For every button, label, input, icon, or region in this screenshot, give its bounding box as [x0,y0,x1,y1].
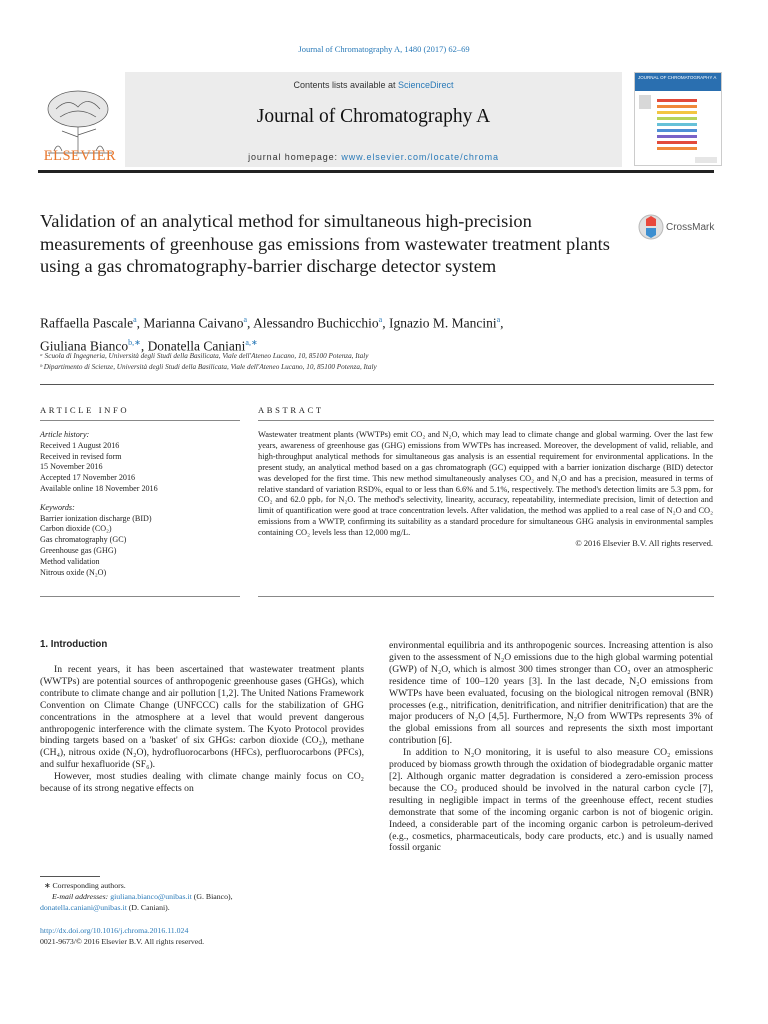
history-label: Article history: [40,430,90,439]
abstract-rule [258,420,714,421]
contents-line [125,80,622,90]
keyword: Barrier ionization discharge (BID) [40,513,152,523]
introduction-heading: 1. Introduction [40,639,108,650]
author-affiliation-marker[interactable]: a,∗ [245,337,258,347]
article-info-heading: ARTICLE INFO [40,405,130,415]
author-name[interactable]: Raffaella Pascale [40,315,134,331]
author-separator: , [140,338,148,353]
email-label: E-mail addresses: [52,892,111,901]
history-item: 15 November 2016 [40,462,103,472]
footnotes [40,880,370,947]
paragraph: In addition to N₂O monitoring, it is useful to also measure CO₂ emissions produced by biomass growth through the oxidation of biodegradable organic matter [2]. Although organic matter degradation is considered a zero-emission process because the CO₂ produced should be involved in the natural carbon cycle [7], resulting in negligible impact in terms of the greenhouse effect, recent studies demonstrate that some of the incoming organic carbon is not of biogenic origin. Indeed, a considerable part of the incoming organic carbon is petroleum-derived (e.g., cosmetics, pharmaceuticals, body care products, etc.) and is usually named fossil organic [389,747,713,854]
author-affiliation-marker[interactable]: a [133,315,137,324]
homepage-link[interactable]: www.elsevier.com/locate/chroma [341,152,499,162]
article-info-rule [40,420,240,421]
affiliations [40,351,680,373]
cover-art-icon [635,91,721,167]
author-name[interactable]: Donatella Caniani [147,338,246,353]
article-info-bottom-rule [40,596,240,597]
email-owner: (G. Bianco), [191,892,233,901]
keywords-label: Keywords: [40,502,75,512]
author-name[interactable]: Ignazio M. Mancini [388,315,497,331]
author-separator: , [382,315,389,331]
crossmark-badge[interactable] [638,213,718,243]
paragraph: In recent years, it has been ascertained that wastewater treatment plants (WWTPs) are potential sources of anthropogenic greenhouse gases (GHGs), which contribute to climate change and air pollution [1,2]. The United Nations Framework Convention on Climate Change (UNFCCC) calls for the stabilization of GHG concentrations in the atmosphere at a level that would prevent dangerous anthropogenic interference with the climate system. The Kyoto Protocol provides binding targets based on a 'basket' of six GHGs: carbon dioxide (CO₂), methane (CH₄), nitrous oxide (N₂O), hydrofluorocarbons (HFCs), perfluorocarbons (PFCs), and sulfur hexafluoride (SF₆). [40,664,364,771]
keyword: Carbon dioxide (CO₂) [40,524,112,534]
sciencedirect-link[interactable]: ScienceDirect [398,80,454,90]
abstract-body [258,430,713,550]
cover-title: JOURNAL OF CHROMATOGRAPHY A [635,73,721,91]
author-name[interactable]: Giuliana Bianco [40,338,129,353]
affiliation-divider [40,384,714,385]
author-affiliation-marker[interactable]: a [496,315,501,324]
journal-cover-thumbnail[interactable] [634,72,722,166]
email-link-bianco[interactable]: giuliana.bianco@unibas.it [110,892,192,901]
left-column [40,664,364,795]
abstract-text: Wastewater treatment plants (WWTPs) emit CO₂ and N₂O, which may lead to climate change and global warming. Over the last few years, awareness of greenhouse gas (GHG) emissions from WWTPs has increased. Moreover, the development of valid, reliable, and high-throughput analytical methods for simultaneous gas analysis is an essential requirement for environmental applications. In the present study, an analytical method based on a gas chromatograph (GC) equipped with a barrier ionization discharge (BID) detector was developed for the first time. This new method simultaneously analyses CO₂ and N₂O and has a precision, measured in terms of relative standard of variation RSD%, equal to or less than 6.6% and 5.1%, respectively. The method's detection limits are 5.3 ppmᵥ for CO₂ and 62.0 ppbᵥ for N₂O. The method's selectivity, linearity, accuracy, repeatability, intermediate precision, limit of detection and limit of quantification were good at trace concentration levels. After validation, the method was applied to a real case of N₂O and CO₂ emissions from a WWTP, confirming its suitability as a standard procedure for simultaneous GHG analysis in environmental samples containing CO₂ levels less than 12,000 mg/L. [258,430,713,538]
author-affiliation-marker[interactable]: a [378,315,383,324]
author-list [40,310,680,355]
paragraph: However, most studies dealing with climate change mainly focus on CO₂ because of its strong negative effects on [40,771,364,795]
homepage-prefix: journal homepage: [248,152,342,162]
keyword: Gas chromatography (GC) [40,535,127,545]
author-affiliation-marker[interactable]: a [243,315,248,324]
contents-prefix: Contents lists available at [293,80,399,90]
history-item: Received 1 August 2016 [40,440,120,450]
article-title: Validation of an analytical method for simultaneous high-precision measurements of greenhouse gas emissions from wastewater treatment plants using a gas chromatography-barrier discharge detector system [40,211,610,276]
keyword: Greenhouse gas (GHG) [40,545,117,555]
crossmark-icon [638,213,664,241]
author-separator: , [500,315,504,331]
footnote-rule [40,876,100,877]
journal-citation[interactable]: Journal of Chromatography A, 1480 (2017) 62–69 [298,44,470,54]
right-column [389,640,713,854]
journal-name: Journal of Chromatography A [256,106,491,127]
email-owner: (D. Caniani). [126,903,170,912]
author-name[interactable]: Marianna Caivano [143,315,244,331]
keyword: Nitrous oxide (N₂O) [40,567,107,577]
crossmark-label: CrossMark [666,222,715,233]
header-divider [38,170,714,173]
history-item: Available online 18 November 2016 [40,483,158,493]
affiliation-a: ᵃ Scuola di Ingegneria, Università degli Studi della Basilicata, Viale dell'Ateneo Lucano, 10, 85100 Potenza, Italy [40,352,369,360]
author-affiliation-marker[interactable]: b,∗ [128,337,141,347]
author-separator: , [136,315,144,331]
journal-homepage [125,152,622,162]
history-item: Accepted 17 November 2016 [40,473,136,483]
abstract-copyright: © 2016 Elsevier B.V. All rights reserved. [575,539,713,549]
elsevier-wordmark: ELSEVIER [43,148,117,164]
abstract-bottom-rule [258,596,714,597]
keyword: Method validation [40,556,100,566]
article-info-panel [40,430,240,578]
affiliation-b: ᵇ Dipartimento di Scienze, Università degli Studi della Basilicata, Viale dell'Ateneo Lucano, 10, 85100 Potenza, Italy [40,363,377,371]
doi-link[interactable]: http://dx.doi.org/10.1016/j.chroma.2016.11.024 [40,926,189,935]
paragraph: environmental equilibria and its anthropogenic sources. Increasing attention is also given to the assessment of N₂O emissions due to the high global warming potential (GWP) of N₂O, which is almost 300 times stronger than CO₂ over an atmospheric residence time of 100–120 years [3]. In the last decade, N₂O emissions from WWTPs have been evaluated, focusing on the biological nitrogen removal (BNR) processes (e.g., nitrification, denitrification, and nitrifier denitrification) that are the major producers of N₂O [4,5]. Furthermore, N₂O from WWTPs represents 3% of the global emissions from all sources and represents the sixth most important contribution [6]. [389,640,713,747]
history-item: Received in revised form [40,451,122,461]
corresponding-note: ∗ Corresponding authors. [44,881,126,890]
email-link-caniani[interactable]: donatella.caniani@unibas.it [40,903,127,912]
author-separator: , [247,315,254,331]
issn-line: 0021-9673/© 2016 Elsevier B.V. All rights reserved. [40,937,205,946]
author-name[interactable]: Alessandro Buchicchio [253,315,379,331]
abstract-heading: ABSTRACT [258,405,324,415]
